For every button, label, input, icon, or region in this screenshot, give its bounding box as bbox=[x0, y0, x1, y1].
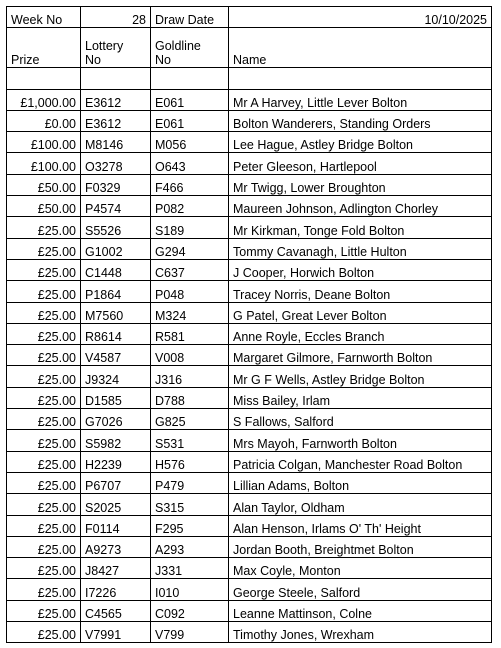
prize-cell: £25.00 bbox=[7, 281, 81, 302]
goldline-number-cell: R581 bbox=[151, 323, 229, 344]
goldline-number-cell: G825 bbox=[151, 409, 229, 430]
table-row bbox=[7, 366, 492, 387]
lottery-number-cell: E3612 bbox=[81, 110, 151, 131]
winner-name-cell: Timothy Jones, Wrexham bbox=[229, 622, 492, 643]
table-row bbox=[7, 451, 492, 472]
winner-name-cell: Peter Gleeson, Hartlepool bbox=[229, 153, 492, 174]
table-row bbox=[7, 579, 492, 600]
prize-cell: £25.00 bbox=[7, 472, 81, 493]
prize-cell: £25.00 bbox=[7, 600, 81, 621]
table-row bbox=[7, 132, 492, 153]
header-row-week bbox=[7, 7, 492, 28]
lottery-number-cell: C1448 bbox=[81, 259, 151, 280]
winner-name-cell: Miss Bailey, Irlam bbox=[229, 387, 492, 408]
prize-cell: £25.00 bbox=[7, 323, 81, 344]
goldline-number-cell: S189 bbox=[151, 217, 229, 238]
table-row bbox=[7, 345, 492, 366]
prize-cell: £25.00 bbox=[7, 494, 81, 515]
column-header-name-text: Name bbox=[233, 53, 267, 68]
table-row bbox=[7, 153, 492, 174]
prize-cell: £25.00 bbox=[7, 536, 81, 557]
lottery-number-cell: S5526 bbox=[81, 217, 151, 238]
goldline-number-cell: S531 bbox=[151, 430, 229, 451]
blank-cell bbox=[151, 68, 229, 89]
table-row bbox=[7, 217, 492, 238]
goldline-number-cell: S315 bbox=[151, 494, 229, 515]
winner-name-cell: Mr G F Wells, Astley Bridge Bolton bbox=[229, 366, 492, 387]
goldline-number-cell: F295 bbox=[151, 515, 229, 536]
column-header-goldline bbox=[151, 28, 229, 68]
blank-cell bbox=[81, 68, 151, 89]
prize-cell: £25.00 bbox=[7, 345, 81, 366]
table-row bbox=[7, 622, 492, 643]
lottery-number-cell: M8146 bbox=[81, 132, 151, 153]
goldline-number-cell: V008 bbox=[151, 345, 229, 366]
goldline-number-cell: A293 bbox=[151, 536, 229, 557]
prize-cell: £100.00 bbox=[7, 132, 81, 153]
goldline-number-cell: P048 bbox=[151, 281, 229, 302]
winner-name-cell: Lee Hague, Astley Bridge Bolton bbox=[229, 132, 492, 153]
goldline-number-cell: C092 bbox=[151, 600, 229, 621]
winner-name-cell: Max Coyle, Monton bbox=[229, 558, 492, 579]
prize-cell: £25.00 bbox=[7, 238, 81, 259]
goldline-number-cell: V799 bbox=[151, 622, 229, 643]
prize-cell: £25.00 bbox=[7, 217, 81, 238]
table-row bbox=[7, 387, 492, 408]
table-row bbox=[7, 196, 492, 217]
winner-name-cell: Alan Taylor, Oldham bbox=[229, 494, 492, 515]
lottery-number-cell: F0114 bbox=[81, 515, 151, 536]
winner-name-cell: Jordan Booth, Breightmet Bolton bbox=[229, 536, 492, 557]
prize-cell: £25.00 bbox=[7, 302, 81, 323]
goldline-number-cell: J316 bbox=[151, 366, 229, 387]
goldline-number-cell: P479 bbox=[151, 472, 229, 493]
lottery-number-cell: G7026 bbox=[81, 409, 151, 430]
table-row bbox=[7, 515, 492, 536]
table-row bbox=[7, 600, 492, 621]
column-header-prize-text: Prize bbox=[11, 53, 40, 68]
lottery-number-cell: S2025 bbox=[81, 494, 151, 515]
prize-cell: £50.00 bbox=[7, 196, 81, 217]
blank-cell bbox=[7, 68, 81, 89]
goldline-number-cell: M056 bbox=[151, 132, 229, 153]
lottery-number-cell: J9324 bbox=[81, 366, 151, 387]
winner-name-cell: Mr Twigg, Lower Broughton bbox=[229, 174, 492, 195]
lottery-number-cell: D1585 bbox=[81, 387, 151, 408]
goldline-number-cell: C637 bbox=[151, 259, 229, 280]
winner-name-cell: J Cooper, Horwich Bolton bbox=[229, 259, 492, 280]
winner-name-cell: Alan Henson, Irlams O' Th' Height bbox=[229, 515, 492, 536]
goldline-number-cell: E061 bbox=[151, 110, 229, 131]
table-row bbox=[7, 259, 492, 280]
prize-cell: £25.00 bbox=[7, 430, 81, 451]
winner-name-cell: Margaret Gilmore, Farnworth Bolton bbox=[229, 345, 492, 366]
table-row bbox=[7, 558, 492, 579]
winner-name-cell: G Patel, Great Lever Bolton bbox=[229, 302, 492, 323]
lottery-number-cell: V7991 bbox=[81, 622, 151, 643]
goldline-number-cell: F466 bbox=[151, 174, 229, 195]
prize-cell: £100.00 bbox=[7, 153, 81, 174]
goldline-number-cell: H576 bbox=[151, 451, 229, 472]
table-row bbox=[7, 409, 492, 430]
goldline-number-cell: D788 bbox=[151, 387, 229, 408]
winner-name-cell: Mrs Mayoh, Farnworth Bolton bbox=[229, 430, 492, 451]
prize-cell: £50.00 bbox=[7, 174, 81, 195]
table-row bbox=[7, 89, 492, 110]
lottery-number-cell: J8427 bbox=[81, 558, 151, 579]
prize-cell: £25.00 bbox=[7, 259, 81, 280]
lottery-number-cell: C4565 bbox=[81, 600, 151, 621]
prize-cell: £0.00 bbox=[7, 110, 81, 131]
prize-cell: £25.00 bbox=[7, 409, 81, 430]
winner-name-cell: Mr A Harvey, Little Lever Bolton bbox=[229, 89, 492, 110]
lottery-number-cell: E3612 bbox=[81, 89, 151, 110]
prize-cell: £25.00 bbox=[7, 451, 81, 472]
column-header-lottery bbox=[81, 28, 151, 68]
lottery-number-cell: A9273 bbox=[81, 536, 151, 557]
winner-name-cell: Lillian Adams, Bolton bbox=[229, 472, 492, 493]
blank-row bbox=[7, 68, 492, 89]
table-row bbox=[7, 536, 492, 557]
winner-name-cell: Mr Kirkman, Tonge Fold Bolton bbox=[229, 217, 492, 238]
winner-name-cell: Tracey Norris, Deane Bolton bbox=[229, 281, 492, 302]
lottery-number-cell: I7226 bbox=[81, 579, 151, 600]
winner-name-cell: Maureen Johnson, Adlington Chorley bbox=[229, 196, 492, 217]
prize-cell: £1,000.00 bbox=[7, 89, 81, 110]
prize-draw-table bbox=[6, 6, 492, 643]
winner-name-cell: Bolton Wanderers, Standing Orders bbox=[229, 110, 492, 131]
table-row bbox=[7, 302, 492, 323]
lottery-number-cell: V4587 bbox=[81, 345, 151, 366]
blank-cell bbox=[229, 68, 492, 89]
table-row bbox=[7, 472, 492, 493]
draw-date-value: 10/10/2025 bbox=[229, 7, 492, 28]
column-header-name bbox=[229, 28, 492, 68]
table-row bbox=[7, 281, 492, 302]
prize-cell: £25.00 bbox=[7, 622, 81, 643]
goldline-number-cell: M324 bbox=[151, 302, 229, 323]
table-row bbox=[7, 238, 492, 259]
goldline-number-cell: J331 bbox=[151, 558, 229, 579]
winner-name-cell: Leanne Mattinson, Colne bbox=[229, 600, 492, 621]
lottery-number-cell: P1864 bbox=[81, 281, 151, 302]
goldline-number-cell: E061 bbox=[151, 89, 229, 110]
draw-date-label: Draw Date bbox=[151, 7, 229, 28]
header-row-columns bbox=[7, 28, 492, 68]
column-header-lottery-text: Lottery No bbox=[85, 39, 124, 68]
lottery-number-cell: M7560 bbox=[81, 302, 151, 323]
prize-cell: £25.00 bbox=[7, 515, 81, 536]
lottery-number-cell: S5982 bbox=[81, 430, 151, 451]
lottery-number-cell: G1002 bbox=[81, 238, 151, 259]
lottery-number-cell: P6707 bbox=[81, 472, 151, 493]
lottery-number-cell: O3278 bbox=[81, 153, 151, 174]
table-row bbox=[7, 110, 492, 131]
column-header-prize bbox=[7, 28, 81, 68]
prize-cell: £25.00 bbox=[7, 387, 81, 408]
goldline-number-cell: I010 bbox=[151, 579, 229, 600]
goldline-number-cell: O643 bbox=[151, 153, 229, 174]
goldline-number-cell: G294 bbox=[151, 238, 229, 259]
winner-name-cell: Tommy Cavanagh, Little Hulton bbox=[229, 238, 492, 259]
winner-name-cell: George Steele, Salford bbox=[229, 579, 492, 600]
prize-cell: £25.00 bbox=[7, 366, 81, 387]
prize-cell: £25.00 bbox=[7, 579, 81, 600]
winner-name-cell: Patricia Colgan, Manchester Road Bolton bbox=[229, 451, 492, 472]
table-row bbox=[7, 494, 492, 515]
winner-name-cell: Anne Royle, Eccles Branch bbox=[229, 323, 492, 344]
lottery-number-cell: H2239 bbox=[81, 451, 151, 472]
prize-cell: £25.00 bbox=[7, 558, 81, 579]
lottery-number-cell: R8614 bbox=[81, 323, 151, 344]
winner-name-cell: S Fallows, Salford bbox=[229, 409, 492, 430]
lottery-number-cell: P4574 bbox=[81, 196, 151, 217]
column-header-goldline-text: Goldline No bbox=[155, 39, 201, 68]
week-value: 28 bbox=[81, 7, 151, 28]
goldline-number-cell: P082 bbox=[151, 196, 229, 217]
week-label: Week No bbox=[7, 7, 81, 28]
table-row bbox=[7, 323, 492, 344]
table-row bbox=[7, 430, 492, 451]
lottery-number-cell: F0329 bbox=[81, 174, 151, 195]
table-row bbox=[7, 174, 492, 195]
